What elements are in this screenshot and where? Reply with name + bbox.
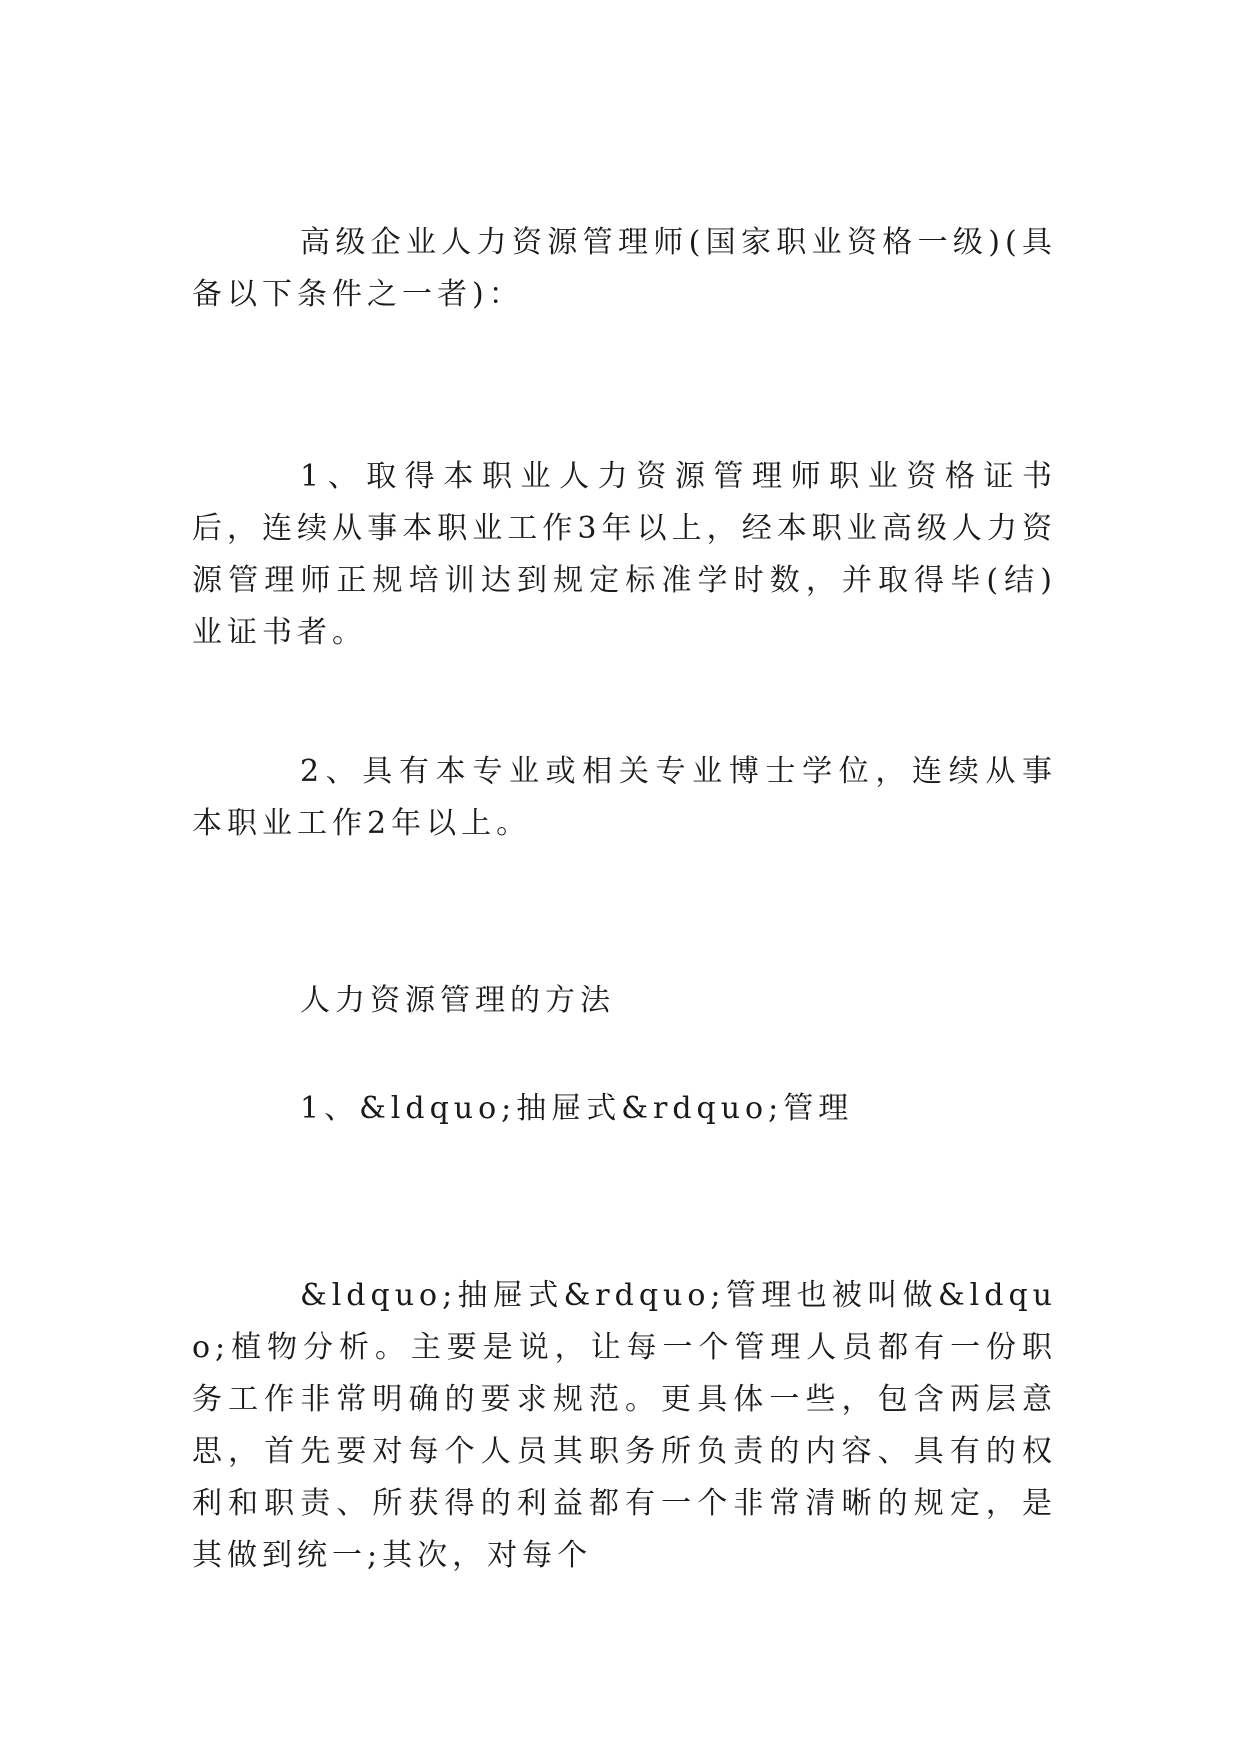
subsection-title: 1、&ldquo;抽屉式&rdquo;管理 <box>300 1091 854 1126</box>
section-title: 人力资源管理的方法 <box>300 983 615 1018</box>
drawer-management-paragraph: &ldquo;抽屉式&rdquo;管理也被叫做&ldquo;植物分析。主要是说，让每一个管理人员都有一份职务工作非常明确的要求规范。更具体一些，包含两层意思，首先要对每个人员其职务所负责的内容、具有的权利和职责、所获得的利益都有一个非常清晰的规定，是其做到统一;其次，对每个 <box>192 1278 1057 1573</box>
qualification-condition-2-paragraph: 2、具有本专业或相关专业博士学位，连续从事本职业工作2年以上。 <box>192 754 1057 841</box>
qualification-condition-1-paragraph: 1、取得本职业人力资源管理师职业资格证书后，连续从事本职业工作3年以上，经本职业高级人力资源管理师正规培训达到规定标准学时数，并取得毕(结)业证书者。 <box>192 459 1057 650</box>
qualification-intro-paragraph: 高级企业人力资源管理师(国家职业资格一级)(具备以下条件之一者)： <box>192 225 1057 312</box>
